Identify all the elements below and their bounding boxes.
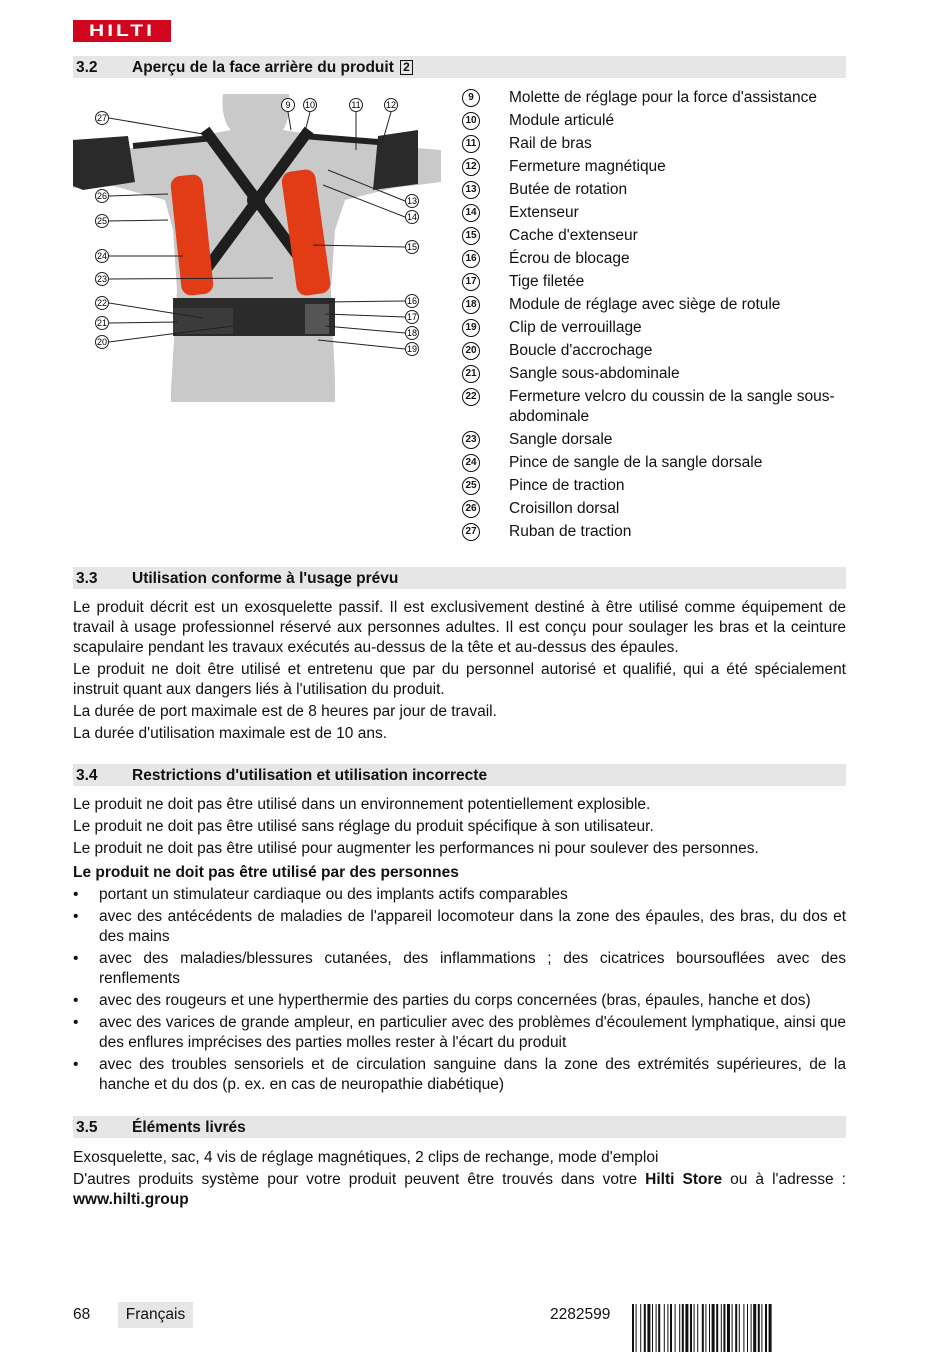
figure-reference: 2 — [400, 60, 413, 75]
legend-item — [462, 341, 846, 361]
paragraph: Le produit ne doit pas être utilisé dans un environnement potentiellement explosible. — [73, 796, 651, 813]
callout-number: 16 — [462, 250, 480, 268]
paragraph: La durée d'utilisation maximale est de 10 ans. — [73, 725, 388, 742]
legend-item — [462, 453, 846, 473]
legend-label: Boucle d'accrochage — [509, 342, 653, 359]
section-3-3-body — [73, 598, 846, 746]
section-title: Restrictions d'utilisation et utilisation incorrecte — [132, 767, 488, 784]
svg-text:25: 25 — [96, 216, 108, 226]
legend-label: Rail de bras — [509, 135, 592, 152]
text: D'autres produits système pour votre produit peuvent être trouvés dans votre — [73, 1171, 646, 1188]
page-number: 68 — [73, 1306, 91, 1323]
paragraph: Exosquelette, sac, 4 vis de réglage magnétiques, 2 clips de rechange, mode d'emploi — [73, 1149, 659, 1166]
list-item-text: avec des rougeurs et une hyperthermie des parties du corps concernées (bras, épaules, hanche et dos) — [99, 992, 811, 1009]
list-item — [73, 949, 846, 989]
callout-number: 26 — [462, 500, 480, 518]
section-heading-3-3 — [73, 567, 846, 589]
bullet-icon: • — [73, 1014, 79, 1031]
svg-text:22: 22 — [96, 298, 108, 308]
legend-item — [462, 272, 846, 292]
legend-item — [462, 430, 846, 450]
logo-text: HILTI — [89, 21, 155, 40]
product-back-figure — [73, 90, 441, 402]
legend-item — [462, 157, 846, 177]
bullet-icon: • — [73, 886, 79, 903]
legend-item — [462, 318, 846, 338]
svg-text:13: 13 — [406, 196, 418, 206]
list-item-text: avec des antécédents de maladies de l'appareil locomoteur dans la zone des épaules, des bras, du dos et des mains — [99, 908, 846, 945]
section-title: Utilisation conforme à l'usage prévu — [132, 570, 399, 587]
legend-label: Pince de traction — [509, 477, 625, 494]
svg-text:27: 27 — [96, 113, 108, 123]
legend-label: Tige filetée — [509, 273, 585, 290]
section-number: 3.4 — [76, 767, 98, 784]
legend-label: Cache d'extenseur — [509, 227, 638, 244]
paragraph: Le produit ne doit pas être utilisé sans réglage du produit spécifique à son utilisateur. — [73, 818, 654, 835]
callout-number: 25 — [462, 477, 480, 495]
callout-number: 15 — [462, 227, 480, 245]
legend-item — [462, 226, 846, 246]
legend-item — [462, 476, 846, 496]
list-item-text: avec des troubles sensoriels et de circulation sanguine dans la zone des extrémités supérieures, de la hanche et du dos (p. ex. en cas de neuropathie diabétique) — [99, 1056, 846, 1093]
legend-item — [462, 134, 846, 154]
list-item — [73, 991, 846, 1011]
callout-number: 13 — [462, 181, 480, 199]
svg-text:9: 9 — [285, 100, 291, 110]
svg-text:17: 17 — [406, 312, 418, 322]
legend-label: Sangle dorsale — [509, 431, 613, 448]
svg-text:12: 12 — [385, 100, 397, 110]
callout-number: 11 — [462, 135, 480, 153]
legend-label: Sangle sous-abdominale — [509, 365, 680, 382]
legend-label: Module de réglage avec siège de rotule — [509, 296, 781, 313]
legend-item — [462, 88, 846, 108]
legend-label: Écrou de blocage — [509, 250, 630, 267]
barcode — [632, 1304, 846, 1352]
section-3-4-body — [73, 795, 846, 1097]
bullet-icon: • — [73, 1056, 79, 1073]
section-heading-3-5 — [73, 1116, 846, 1138]
svg-text:26: 26 — [96, 191, 108, 201]
section-heading-3-4 — [73, 764, 846, 786]
paragraph: Le produit ne doit être utilisé et entretenu que par du personnel autorisé et qualifié, qui a été spécialement instruit quant aux dangers liés à l'utilisation du produit. — [73, 661, 846, 698]
svg-text:20: 20 — [96, 337, 108, 347]
callout-number: 20 — [462, 342, 480, 360]
legend-item — [462, 522, 846, 542]
legend-item — [462, 249, 846, 269]
legend-label: Clip de verrouillage — [509, 319, 642, 336]
paragraph: La durée de port maximale est de 8 heures par jour de travail. — [73, 703, 497, 720]
callout-number: 14 — [462, 204, 480, 222]
paragraph: Le produit ne doit pas être utilisé pour augmenter les performances ni pour soulever des personnes. — [73, 840, 759, 857]
svg-text:16: 16 — [406, 296, 418, 306]
legend-item — [462, 499, 846, 519]
callout-number: 21 — [462, 365, 480, 383]
list-item — [73, 885, 846, 905]
callout-number: 27 — [462, 523, 480, 541]
section-title-text: Aperçu de la face arrière du produit — [132, 59, 394, 76]
language-label: Français — [118, 1302, 193, 1328]
callout-number: 17 — [462, 273, 480, 291]
callout-number: 23 — [462, 431, 480, 449]
section-3-5-body — [73, 1148, 846, 1212]
callout-number: 22 — [462, 388, 480, 406]
callout-number: 24 — [462, 454, 480, 472]
callout-number: 18 — [462, 296, 480, 314]
restriction-list — [73, 885, 846, 1095]
list-title: Le produit ne doit pas être utilisé par des personnes — [73, 864, 459, 881]
legend-item — [462, 111, 846, 131]
legend-label: Module articulé — [509, 112, 615, 129]
section-number: 3.3 — [76, 570, 98, 587]
callout-number: 10 — [462, 112, 480, 130]
hilti-store-link[interactable]: Hilti Store — [645, 1171, 723, 1188]
legend-item — [462, 295, 846, 315]
svg-text:15: 15 — [406, 242, 418, 252]
text: ou à l'adresse : — [722, 1171, 846, 1188]
svg-text:21: 21 — [96, 318, 108, 328]
hilti-logo — [73, 20, 171, 42]
callout-number: 9 — [462, 89, 480, 107]
svg-text:18: 18 — [406, 328, 418, 338]
legend-item — [462, 203, 846, 223]
svg-text:19: 19 — [406, 344, 418, 354]
paragraph — [73, 1170, 846, 1210]
legend-label: Fermeture velcro du coussin de la sangle sous-abdominale — [509, 388, 835, 425]
svg-text:14: 14 — [406, 212, 418, 222]
section-heading-3-2 — [73, 56, 846, 78]
legend-item — [462, 364, 846, 384]
hilti-url-link[interactable]: www.hilti.group — [73, 1191, 189, 1208]
bullet-icon: • — [73, 950, 79, 967]
figure-legend — [462, 88, 846, 545]
paragraph: Le produit décrit est un exosquelette passif. Il est exclusivement destiné à être utilisé comme équipement de travail à usage professionnel réservé aux personnes adultes. Il est conçu pour soulager les bras et la ceinture scapulaire pendant les travaux exécutés au-dessus de la tête et au-dessus des épaules. — [73, 599, 846, 656]
section-number: 3.5 — [76, 1119, 98, 1136]
list-item — [73, 1055, 846, 1095]
legend-label: Extenseur — [509, 204, 579, 221]
section-title: Éléments livrés — [132, 1119, 246, 1136]
callout-number: 12 — [462, 158, 480, 176]
svg-text:10: 10 — [304, 100, 316, 110]
svg-text:11: 11 — [351, 100, 361, 110]
bullet-icon: • — [73, 992, 79, 1009]
legend-item — [462, 180, 846, 200]
legend-label: Fermeture magnétique — [509, 158, 666, 175]
list-item — [73, 907, 846, 947]
section-title — [132, 56, 413, 79]
legend-label: Ruban de traction — [509, 523, 632, 540]
legend-label: Croisillon dorsal — [509, 500, 620, 517]
svg-text:24: 24 — [96, 251, 108, 261]
legend-item — [462, 387, 846, 427]
list-item — [73, 1013, 846, 1053]
legend-label: Butée de rotation — [509, 181, 628, 198]
list-item-text: portant un stimulateur cardiaque ou des implants actifs comparables — [99, 886, 568, 903]
callout-number: 19 — [462, 319, 480, 337]
bullet-icon: • — [73, 908, 79, 925]
list-item-text: avec des varices de grande ampleur, en particulier avec des problèmes d'écoulement lymphatique, ainsi que des enflures imprécises des parties molles rester à l'écart du produit — [99, 1014, 846, 1051]
legend-label: Molette de réglage pour la force d'assistance — [509, 89, 817, 106]
svg-text:23: 23 — [96, 274, 108, 284]
document-code: 2282599 — [550, 1306, 611, 1323]
list-item-text: avec des maladies/blessures cutanées, des inflammations ; des cicatrices boursouflées avec des renflements — [99, 950, 846, 987]
legend-label: Pince de sangle de la sangle dorsale — [509, 454, 763, 471]
section-number: 3.2 — [76, 59, 98, 76]
